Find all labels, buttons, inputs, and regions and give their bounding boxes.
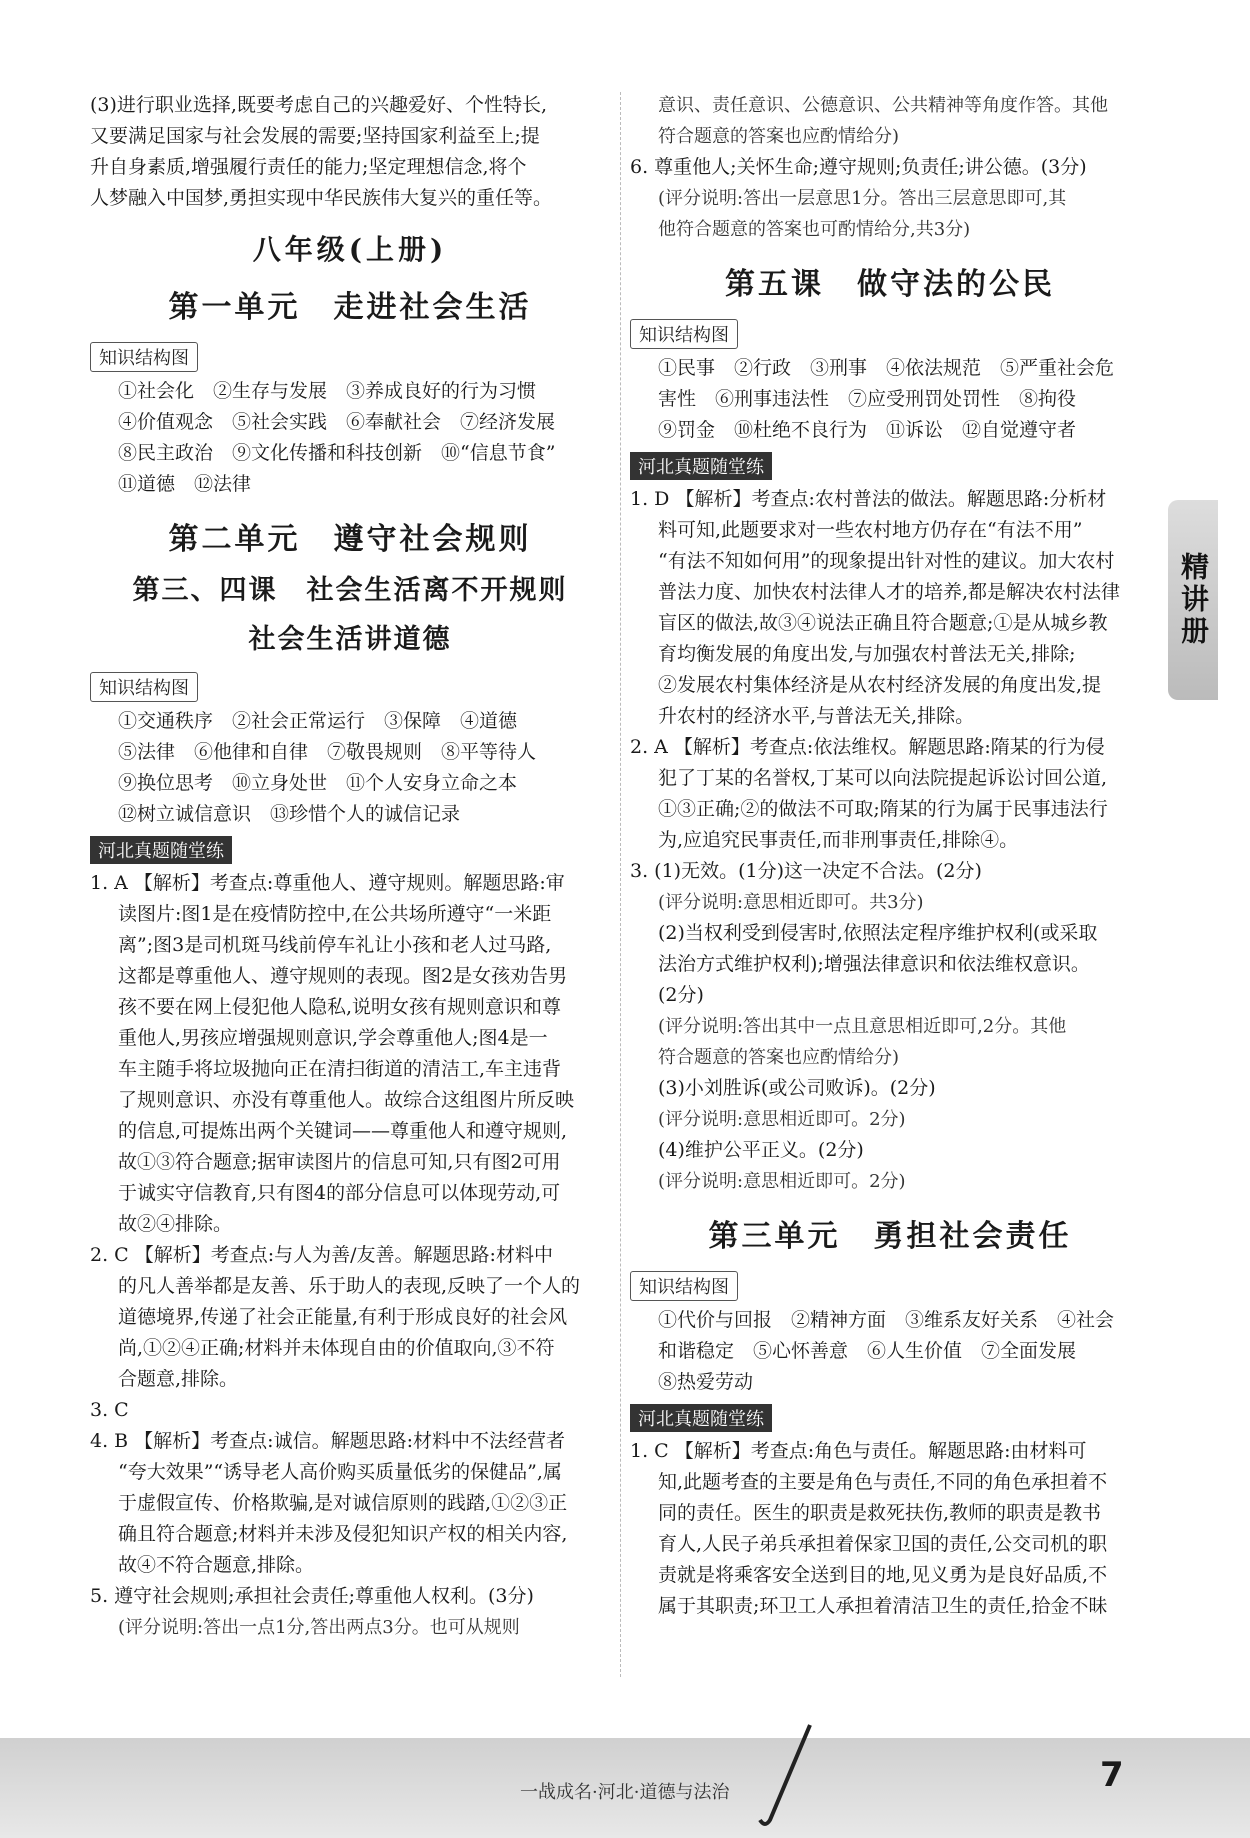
text-line: (评分说明:答出一层意思1分。答出三层意思即可,其 bbox=[658, 188, 1067, 209]
text-line: 育人,人民子弟兵承担着保家卫国的责任,公交司机的职 bbox=[658, 1533, 1108, 1555]
text-line: 又要满足国家与社会发展的需要;坚持国家利益至上;提 bbox=[90, 125, 540, 147]
text-line: 害性 ⑥刑事违法性 ⑦应受刑罚处罚性 ⑧拘役 bbox=[658, 388, 1077, 410]
question-2 bbox=[90, 1240, 610, 1395]
text-line: 1. D 【解析】考查点:农村普法的做法。解题思路:分析材 bbox=[630, 488, 1107, 510]
text-line: 故①③符合题意;据审读图片的信息可知,只有图2可用 bbox=[118, 1151, 561, 1173]
question-6: 6. 尊重他人;关怀生命;遵守规则;负责任;讲公德。(3分) bbox=[630, 156, 1087, 178]
pen-stroke-icon bbox=[740, 1720, 830, 1830]
practice-tag: 河北真题随堂练 bbox=[630, 452, 772, 480]
text-line: ⑨罚金 ⑩杜绝不良行为 ⑪诉讼 ⑫自觉遵守者 bbox=[658, 419, 1077, 441]
text-line: ⑤法律 ⑥他律和自律 ⑦敬畏规则 ⑧平等待人 bbox=[118, 741, 537, 763]
text-line: “有法不知如何用”的现象提出针对性的建议。加大农村 bbox=[658, 550, 1115, 572]
text-line: 这都是尊重他人、遵守规则的表现。图2是女孩劝告男 bbox=[118, 965, 568, 987]
text-line: 车主随手将垃圾抛向正在清扫街道的清洁工,车主违背 bbox=[118, 1058, 562, 1080]
text-line: ①③正确;②的做法不可取;隋某的行为属于民事违法行 bbox=[658, 798, 1108, 820]
text-line: (2)当权利受到侵害时,依照法定程序维护权利(或采取 bbox=[658, 922, 1098, 944]
text-line: (评分说明:意思相近即可。共3分) bbox=[658, 892, 924, 913]
text-line: ①交通秩序 ②社会正常运行 ③保障 ④道德 bbox=[118, 710, 518, 732]
text-line: 1. A 【解析】考查点:尊重他人、遵守规则。解题思路:审 bbox=[90, 872, 565, 894]
text-line: 的信息,可提炼出两个关键词——尊重他人和遵守规则, bbox=[118, 1120, 568, 1142]
lesson34-items bbox=[90, 706, 610, 830]
text-line: ⑫树立诚信意识 ⑬珍惜个人的诚信记录 bbox=[118, 803, 461, 825]
text-line: “夸大效果”“诱导老人高价购买质量低劣的保健品”,属 bbox=[118, 1461, 562, 1483]
text-line: 普法力度、加快农村法律人才的培养,都是解决农村法律 bbox=[658, 581, 1121, 603]
right-column bbox=[630, 90, 1150, 1622]
footer-text: 一战成名·河北·道德与法治 bbox=[520, 1782, 730, 1803]
text-line: 了规则意识、亦没有尊重他人。故综合这组图片所反映 bbox=[118, 1089, 575, 1111]
text-line: 责就是将乘客安全送到目的地,见义勇为是良好品质,不 bbox=[658, 1564, 1108, 1586]
text-line: 于虚假宣传、价格欺骗,是对诚信原则的践踏,①②③正 bbox=[118, 1492, 568, 1514]
text-line: 离”;图3是司机斑马线前停车礼让小孩和老人过马路, bbox=[118, 934, 552, 956]
lesson5-items bbox=[630, 353, 1150, 446]
text-line: 读图片:图1是在疫情防控中,在公共场所遵守“一米距 bbox=[118, 903, 552, 925]
text-line: (3)小刘胜诉(或公司败诉)。(2分) bbox=[658, 1077, 936, 1099]
left-column bbox=[90, 90, 610, 1643]
text-line: 意识、责任意识、公德意识、公共精神等角度作答。其他 bbox=[658, 95, 1108, 116]
text-line: 孩不要在网上侵犯他人隐私,说明女孩有规则意识和尊 bbox=[118, 996, 562, 1018]
text-line: 为,应追究民事责任,而非刑事责任,排除④。 bbox=[658, 829, 1019, 851]
text-line: ①社会化 ②生存与发展 ③养成良好的行为习惯 bbox=[118, 380, 537, 402]
text-line: ⑧热爱劳动 bbox=[658, 1371, 754, 1393]
text-line: 故④不符合题意,排除。 bbox=[118, 1554, 315, 1576]
text-line: 料可知,此题要求对一些农村地方仍存在“有法不用” bbox=[658, 519, 1083, 541]
top-note bbox=[630, 90, 1150, 152]
text-line: 确且符合题意;材料并未涉及侵犯知识产权的相关内容, bbox=[118, 1523, 568, 1545]
text-line: 和谐稳定 ⑤心怀善意 ⑥人生价值 ⑦全面发展 bbox=[658, 1340, 1077, 1362]
practice-tag: 河北真题随堂练 bbox=[90, 836, 232, 864]
unit2-title: 第二单元 遵守社会规则 bbox=[168, 522, 532, 557]
text-line: (评分说明:意思相近即可。2分) bbox=[658, 1109, 906, 1130]
text-line: 尚,①②④正确;材料并未体现自由的价值取向,③不符 bbox=[118, 1337, 555, 1359]
text-line: 于诚实守信教育,只有图4的部分信息可以体现劳动,可 bbox=[118, 1182, 561, 1204]
unit1-items bbox=[90, 376, 610, 500]
text-line: (4)维护公平正义。(2分) bbox=[658, 1139, 864, 1161]
question-3: 3. C bbox=[90, 1399, 129, 1421]
text-line: 2. A 【解析】考查点:依法维权。解题思路:隋某的行为侵 bbox=[630, 736, 1105, 758]
text-line: 合题意,排除。 bbox=[118, 1368, 239, 1390]
text-line: 重他人,男孩应增强规则意识,学会尊重他人;图4是一 bbox=[118, 1027, 548, 1049]
text-line: 的凡人善举都是友善、乐于助人的表现,反映了一个人的 bbox=[118, 1275, 581, 1297]
text-line: 育均衡发展的角度出发,与加强农村普法无关,排除; bbox=[658, 643, 1076, 665]
structure-tag: 知识结构图 bbox=[630, 1271, 738, 1301]
lesson34-subtitle: 社会生活讲道德 bbox=[248, 624, 452, 655]
responsibility-question-1 bbox=[630, 1436, 1150, 1622]
side-tab: 精讲册 bbox=[1168, 500, 1218, 700]
text-line: 同的责任。医生的职责是救死扶伤,教师的职责是教书 bbox=[658, 1502, 1102, 1524]
grade-title: 八年级(上册) bbox=[252, 233, 448, 266]
question-5-note: (评分说明:答出一点1分,答出两点3分。也可从规则 bbox=[118, 1617, 520, 1638]
practice-tag: 河北真题随堂练 bbox=[630, 1404, 772, 1432]
text-line: (2分) bbox=[658, 984, 704, 1006]
page-number: 7 bbox=[1100, 1755, 1124, 1795]
lesson5-title: 第五课 做守法的公民 bbox=[725, 267, 1055, 302]
column-divider bbox=[620, 92, 621, 1677]
question-1 bbox=[90, 868, 610, 1240]
text-line: 符合题意的答案也应酌情给分) bbox=[658, 1047, 900, 1068]
law-question-3 bbox=[630, 856, 1150, 1197]
text-line: 盲区的做法,故③④说法正确且符合题意;①是从城乡教 bbox=[658, 612, 1108, 634]
text-line: 人梦融入中国梦,勇担实现中华民族伟大复兴的重任等。 bbox=[90, 187, 553, 209]
text-line: 法治方式维护权利);增强法律意识和依法维权意识。 bbox=[658, 953, 1090, 975]
text-line: ⑧民主政治 ⑨文化传播和科技创新 ⑩“信息节食” bbox=[118, 442, 556, 464]
text-line: 3. (1)无效。(1分)这一决定不合法。(2分) bbox=[630, 860, 982, 882]
law-question-2 bbox=[630, 732, 1150, 856]
text-line: ⑨换位思考 ⑩立身处世 ⑪个人安身立命之本 bbox=[118, 772, 518, 794]
text-line: 2. C 【解析】考查点:与人为善/友善。解题思路:材料中 bbox=[90, 1244, 553, 1266]
text-line: 属于其职责;环卫工人承担着清洁卫生的责任,拾金不昧 bbox=[658, 1595, 1108, 1617]
text-line: 升自身素质,增强履行责任的能力;坚定理想信念,将个 bbox=[90, 156, 527, 178]
text-line: (评分说明:意思相近即可。2分) bbox=[658, 1171, 906, 1192]
unit3-title: 第三单元 勇担社会责任 bbox=[708, 1219, 1072, 1254]
text-line: 知,此题考查的主要是角色与责任,不同的角色承担着不 bbox=[658, 1471, 1108, 1493]
text-line: 故②④排除。 bbox=[118, 1213, 233, 1235]
text-line: ⑪道德 ⑫法律 bbox=[118, 473, 252, 495]
text-line: 符合题意的答案也应酌情给分) bbox=[658, 126, 900, 147]
question-4 bbox=[90, 1426, 610, 1581]
structure-tag: 知识结构图 bbox=[90, 672, 198, 702]
text-line: 升农村的经济水平,与普法无关,排除。 bbox=[658, 705, 975, 727]
intro-paragraph bbox=[90, 90, 610, 214]
text-line: ②发展农村集体经济是从农村经济发展的角度出发,提 bbox=[658, 674, 1102, 696]
text-line: 道德境界,传递了社会正能量,有利于形成良好的社会风 bbox=[118, 1306, 568, 1328]
question-5: 5. 遵守社会规则;承担社会责任;尊重他人权利。(3分) bbox=[90, 1585, 534, 1607]
text-line: ①民事 ②行政 ③刑事 ④依法规范 ⑤严重社会危 bbox=[658, 357, 1115, 379]
law-question-1 bbox=[630, 484, 1150, 732]
structure-tag: 知识结构图 bbox=[630, 319, 738, 349]
text-line: (评分说明:答出其中一点且意思相近即可,2分。其他 bbox=[658, 1016, 1067, 1037]
text-line: ①代价与回报 ②精神方面 ③维系友好关系 ④社会 bbox=[658, 1309, 1115, 1331]
text-line: (3)进行职业选择,既要考虑自己的兴趣爱好、个性特长, bbox=[90, 94, 547, 116]
text-line: ④价值观念 ⑤社会实践 ⑥奉献社会 ⑦经济发展 bbox=[118, 411, 556, 433]
text-line: 他符合题意的答案也可酌情给分,共3分) bbox=[658, 219, 971, 240]
text-line: 4. B 【解析】考查点:诚信。解题思路:材料中不法经营者 bbox=[90, 1430, 565, 1452]
structure-tag: 知识结构图 bbox=[90, 342, 198, 372]
unit3-items bbox=[630, 1305, 1150, 1398]
text-line: 犯了丁某的名誉权,丁某可以向法院提起诉讼讨回公道, bbox=[658, 767, 1108, 789]
lesson34-title: 第三、四课 社会生活离不开规则 bbox=[132, 575, 568, 606]
text-line: 1. C 【解析】考查点:角色与责任。解题思路:由材料可 bbox=[630, 1440, 1087, 1462]
unit1-title: 第一单元 走进社会生活 bbox=[168, 290, 532, 325]
